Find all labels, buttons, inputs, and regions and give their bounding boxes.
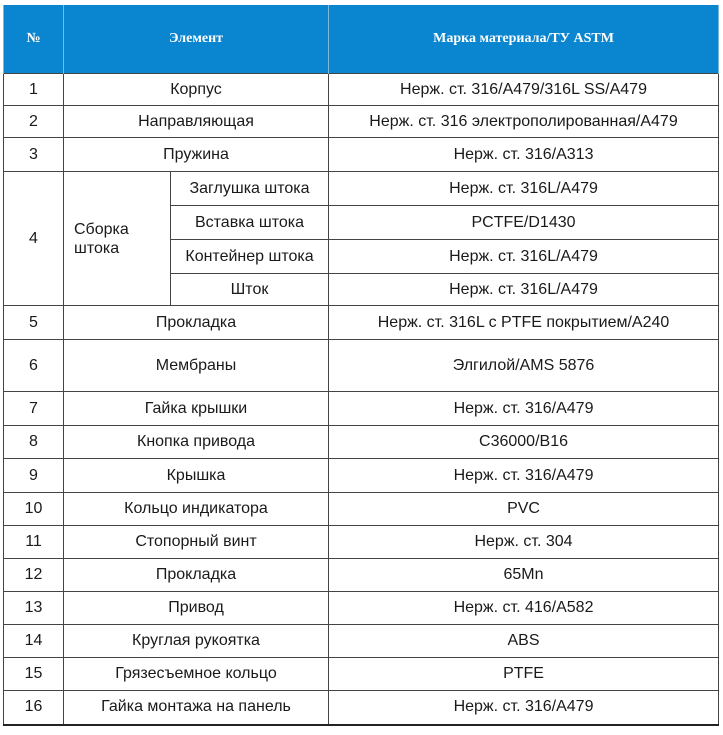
row-number: 7 — [4, 392, 64, 426]
row-element: Пружина — [64, 138, 329, 172]
row-material: 65Mn — [329, 559, 719, 592]
row-number: 2 — [4, 106, 64, 138]
row-element: Круглая рукоятка — [64, 625, 329, 658]
row-number: 5 — [4, 306, 64, 340]
materials-table — [3, 5, 719, 726]
row-number: 6 — [4, 340, 64, 392]
row-element: Гайка монтажа на панель — [64, 691, 329, 725]
row-element: Кольцо индикатора — [64, 493, 329, 526]
table-row — [4, 340, 719, 392]
row-material: PVC — [329, 493, 719, 526]
row-material: Нерж. ст. 304 — [329, 526, 719, 559]
row-element: Прокладка — [64, 559, 329, 592]
row-element: Прокладка — [64, 306, 329, 340]
row-material: Нерж. ст. 316L с PTFE покрытием/A240 — [329, 306, 719, 340]
subrow-material: Нерж. ст. 316L/A479 — [329, 240, 719, 274]
row-number: 14 — [4, 625, 64, 658]
table-row — [4, 74, 719, 106]
row-material: Элгилой/AMS 5876 — [329, 340, 719, 392]
row-material: PTFE — [329, 658, 719, 691]
row-number: 9 — [4, 459, 64, 493]
table-row — [4, 459, 719, 493]
row-material: Нерж. ст. 316 электрополированная/A479 — [329, 106, 719, 138]
row-element: Направляющая — [64, 106, 329, 138]
row-element: Гайка крышки — [64, 392, 329, 426]
row-number: 1 — [4, 74, 64, 106]
subrow-material: PCTFE/D1430 — [329, 206, 719, 240]
table-row — [4, 691, 719, 725]
table-row — [4, 658, 719, 691]
header-element: Элемент — [64, 5, 329, 74]
row-material: Нерж. ст. 316/A479 — [329, 459, 719, 493]
row-material: C36000/B16 — [329, 426, 719, 459]
row-material: Нерж. ст. 416/A582 — [329, 592, 719, 625]
header-number: № — [4, 5, 64, 74]
table-row — [4, 592, 719, 625]
row-element: Грязесъемное кольцо — [64, 658, 329, 691]
row-number: 13 — [4, 592, 64, 625]
table-row — [4, 526, 719, 559]
header-material: Марка материала/ТУ ASTM — [329, 5, 719, 74]
table-header-row — [4, 5, 719, 74]
subrow-material: Нерж. ст. 316L/A479 — [329, 172, 719, 206]
row-element: Крышка — [64, 459, 329, 493]
row-number: 10 — [4, 493, 64, 526]
group-label: Сборка штока — [64, 172, 171, 306]
row-number: 11 — [4, 526, 64, 559]
subrow-element: Шток — [171, 274, 329, 306]
table-row — [4, 426, 719, 459]
row-number: 16 — [4, 691, 64, 725]
row-number: 4 — [4, 172, 64, 306]
row-material: Нерж. ст. 316/A479 — [329, 691, 719, 725]
row-element: Кнопка привода — [64, 426, 329, 459]
row-material: ABS — [329, 625, 719, 658]
table-row — [4, 559, 719, 592]
row-number: 3 — [4, 138, 64, 172]
row-number: 15 — [4, 658, 64, 691]
row-element: Корпус — [64, 74, 329, 106]
table-row — [4, 493, 719, 526]
row-number: 12 — [4, 559, 64, 592]
table-row — [4, 172, 719, 206]
table-row — [4, 392, 719, 426]
subrow-element: Вставка штока — [171, 206, 329, 240]
row-material: Нерж. ст. 316/A479 — [329, 392, 719, 426]
row-material: Нерж. ст. 316/A479/316L SS/A479 — [329, 74, 719, 106]
row-number: 8 — [4, 426, 64, 459]
table-row — [4, 306, 719, 340]
row-element: Привод — [64, 592, 329, 625]
table-body — [4, 74, 719, 725]
subrow-material: Нерж. ст. 316L/A479 — [329, 274, 719, 306]
table-row — [4, 625, 719, 658]
row-material: Нерж. ст. 316/A313 — [329, 138, 719, 172]
row-element: Мембраны — [64, 340, 329, 392]
subrow-element: Контейнер штока — [171, 240, 329, 274]
row-element: Стопорный винт — [64, 526, 329, 559]
table-row — [4, 106, 719, 138]
subrow-element: Заглушка штока — [171, 172, 329, 206]
table-row — [4, 138, 719, 172]
